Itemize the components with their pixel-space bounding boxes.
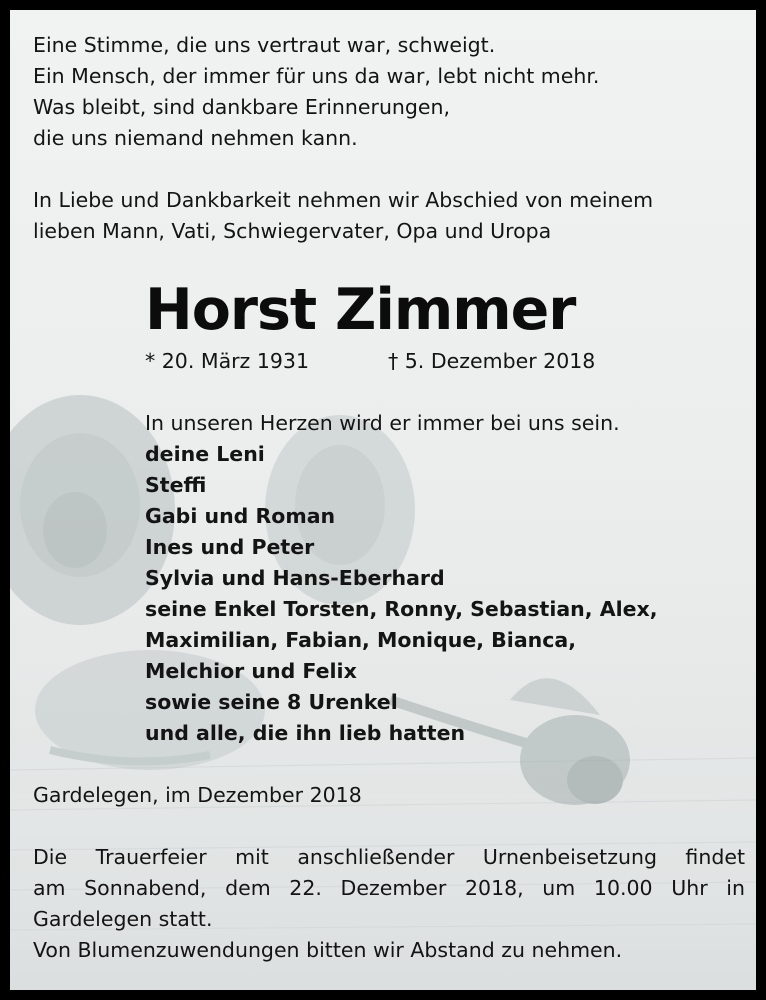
mourner-line: Steffi [145, 473, 207, 497]
mourner-line: sowie seine 8 Urenkel [145, 690, 398, 714]
death-date: † 5. Dezember 2018 [388, 349, 596, 373]
heart-line: In unseren Herzen wird er immer bei uns sein. [145, 411, 620, 435]
ceremony-info [33, 842, 745, 966]
flowers-note: Von Blumenzuwendungen bitten wir Abstand zu nehmen. [33, 938, 623, 962]
ceremony-line: am Sonnabend, dem 22. Dezember 2018, um 10.00 Uhr in [33, 876, 745, 900]
poem-line: die uns niemand nehmen kann. [33, 126, 358, 150]
ceremony-line: Gardelegen statt. [33, 907, 213, 931]
mourner-line: Ines und Peter [145, 535, 315, 559]
poem-line: Eine Stimme, die uns vertraut war, schweigt. [33, 33, 496, 57]
ceremony-line: Die Trauerfeier mit anschließender Urnenbeisetzung findet [33, 845, 745, 869]
mourner-line: Gabi und Roman [145, 504, 336, 528]
mourner-line: Melchior und Felix [145, 659, 357, 683]
intro-line: In Liebe und Dankbarkeit nehmen wir Abschied von meinem [33, 188, 654, 212]
poem-line: Ein Mensch, der immer für uns da war, lebt nicht mehr. [33, 64, 600, 88]
mourner-line: seine Enkel Torsten, Ronny, Sebastian, Alex, [145, 597, 658, 621]
intro-line: lieben Mann, Vati, Schwiegervater, Opa und Uropa [33, 219, 552, 243]
mourner-line: Maximilian, Fabian, Monique, Bianca, [145, 628, 577, 652]
place-date: Gardelegen, im Dezember 2018 [33, 783, 362, 807]
deceased-name: Horst Zimmer [145, 277, 576, 343]
mourner-line: Sylvia und Hans-Eberhard [145, 566, 445, 590]
poem-line: Was bleibt, sind dankbare Erinnerungen, [33, 95, 451, 119]
mourner-line: und alle, die ihn lieb hatten [145, 721, 466, 745]
birth-date: * 20. März 1931 [145, 349, 310, 373]
obituary-card [10, 10, 756, 990]
mourner-line: deine Leni [145, 442, 265, 466]
